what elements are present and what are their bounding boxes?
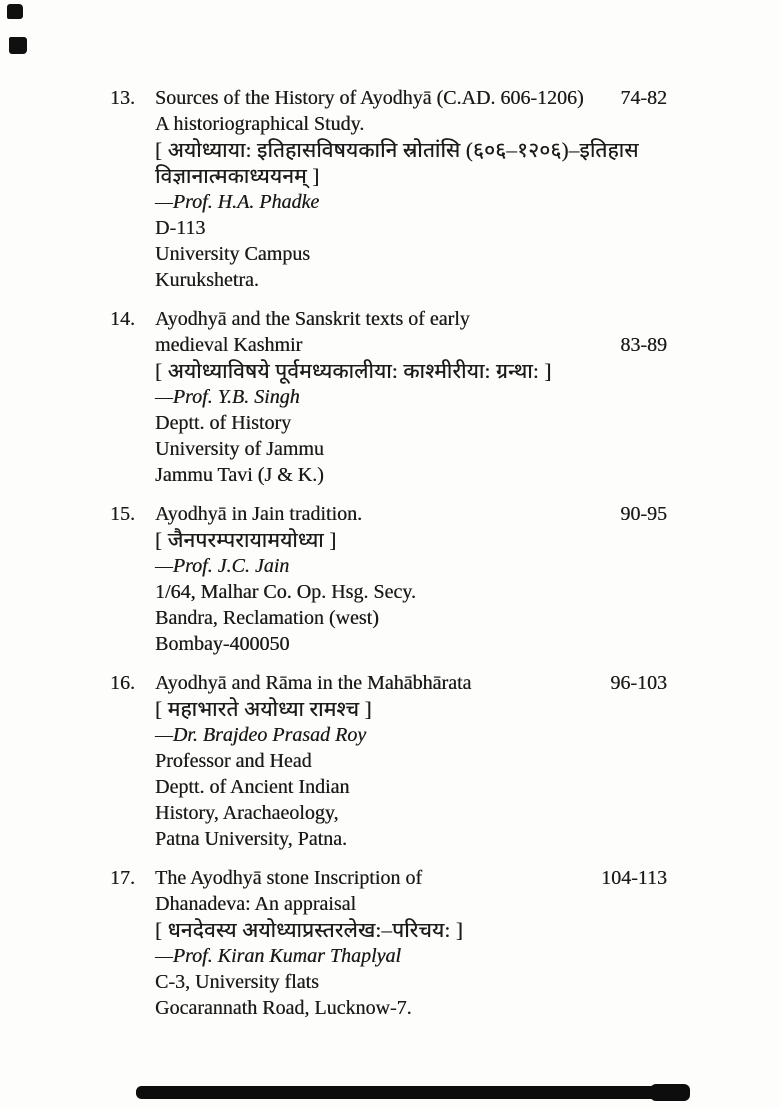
entry-line-address: Gocarannath Road, Lucknow-7. xyxy=(155,997,412,1019)
entry-line-title: medieval Kashmir xyxy=(155,334,303,356)
entry-page-range: 96-103 xyxy=(610,672,667,694)
entry-line-title: Ayodhyā in Jain tradition. xyxy=(155,503,363,525)
entry-text-lines xyxy=(155,865,667,1021)
entry-page-range: 90-95 xyxy=(620,503,667,525)
entry-number: 13. xyxy=(110,87,135,109)
entry-line-author: —Prof. Kiran Kumar Thaplyal xyxy=(155,945,401,967)
scan-artifact-bottom-bar xyxy=(136,1086,688,1099)
scan-artifact-top-mark-1 xyxy=(7,4,23,19)
entry-line-sanskrit: [ धनदेवस्य अयोध्याप्रस्तरलेख:–परिचय: ] xyxy=(155,918,463,942)
scan-artifact-top-mark-2 xyxy=(9,37,27,54)
entry-line-author: —Dr. Brajdeo Prasad Roy xyxy=(155,724,367,746)
entry-number: 15. xyxy=(110,503,135,525)
entry-line-author: —Prof. H.A. Phadke xyxy=(155,191,320,213)
entry-text-lines xyxy=(155,85,667,293)
entry-line-address: Kurukshetra. xyxy=(155,269,259,291)
entry-line-title: Ayodhyā and Rāma in the Mahābhārata xyxy=(155,672,472,694)
entry-number: 14. xyxy=(110,308,135,330)
table-of-contents xyxy=(110,85,667,1034)
entry-line-title: The Ayodhyā stone Inscription of xyxy=(155,867,423,889)
entry-page-range: 83-89 xyxy=(620,334,667,356)
entry-line-sanskrit: विज्ञानात्मकाध्ययनम् ] xyxy=(155,164,320,188)
entry-page-range: 104-113 xyxy=(601,867,667,889)
entry-line-address: D-113 xyxy=(155,217,206,239)
entry-line-title: Dhanadeva: An appraisal xyxy=(155,893,357,915)
entry-line-address: Jammu Tavi (J & K.) xyxy=(155,464,324,486)
entry-line-author: —Prof. J.C. Jain xyxy=(155,555,290,577)
entry-line-sanskrit: [ अयोध्याया: इतिहासविषयकानि स्रोतांसि (६०६–१२०६)–इतिहास xyxy=(155,138,639,162)
entry-line-address: C-3, University flats xyxy=(155,971,319,993)
entry-text-lines xyxy=(155,306,667,488)
toc-entry xyxy=(110,85,667,293)
toc-entry xyxy=(110,670,667,852)
entry-line-address: University of Jammu xyxy=(155,438,324,460)
toc-entry xyxy=(110,306,667,488)
entry-line-title: Sources of the History of Ayodhyā (C.AD. 606-1206) xyxy=(155,87,584,109)
entry-line-address: History, Arachaeology, xyxy=(155,802,339,824)
entry-line-title: Ayodhyā and the Sanskrit texts of early xyxy=(155,308,470,330)
toc-entry xyxy=(110,865,667,1021)
entry-text-lines xyxy=(155,501,667,657)
entry-text-lines xyxy=(155,670,667,852)
entry-number: 17. xyxy=(110,867,135,889)
entry-line-address: University Campus xyxy=(155,243,310,265)
entry-number: 16. xyxy=(110,672,135,694)
entry-line-address: Deptt. of Ancient Indian xyxy=(155,776,350,798)
entry-line-address: Patna University, Patna. xyxy=(155,828,348,850)
entry-page-range: 74-82 xyxy=(620,87,667,109)
entry-line-address: Bombay-400050 xyxy=(155,633,290,655)
entry-line-sanskrit: [ जैनपरम्परायामयोध्या ] xyxy=(155,528,337,552)
toc-entry xyxy=(110,501,667,657)
entry-line-address: Professor and Head xyxy=(155,750,312,772)
entry-line-address: 1/64, Malhar Co. Op. Hsg. Secy. xyxy=(155,581,416,603)
entry-line-author: —Prof. Y.B. Singh xyxy=(155,386,300,408)
entry-line-address: Deptt. of History xyxy=(155,412,292,434)
entry-line-sanskrit: [ अयोध्याविषये पूर्वमध्यकालीया: काश्मीरीया: ग्रन्था: ] xyxy=(155,359,552,383)
entry-line-sanskrit: [ महाभारते अयोध्या रामश्च ] xyxy=(155,697,372,721)
entry-line-title: A historiographical Study. xyxy=(155,113,365,135)
entry-line-address: Bandra, Reclamation (west) xyxy=(155,607,379,629)
